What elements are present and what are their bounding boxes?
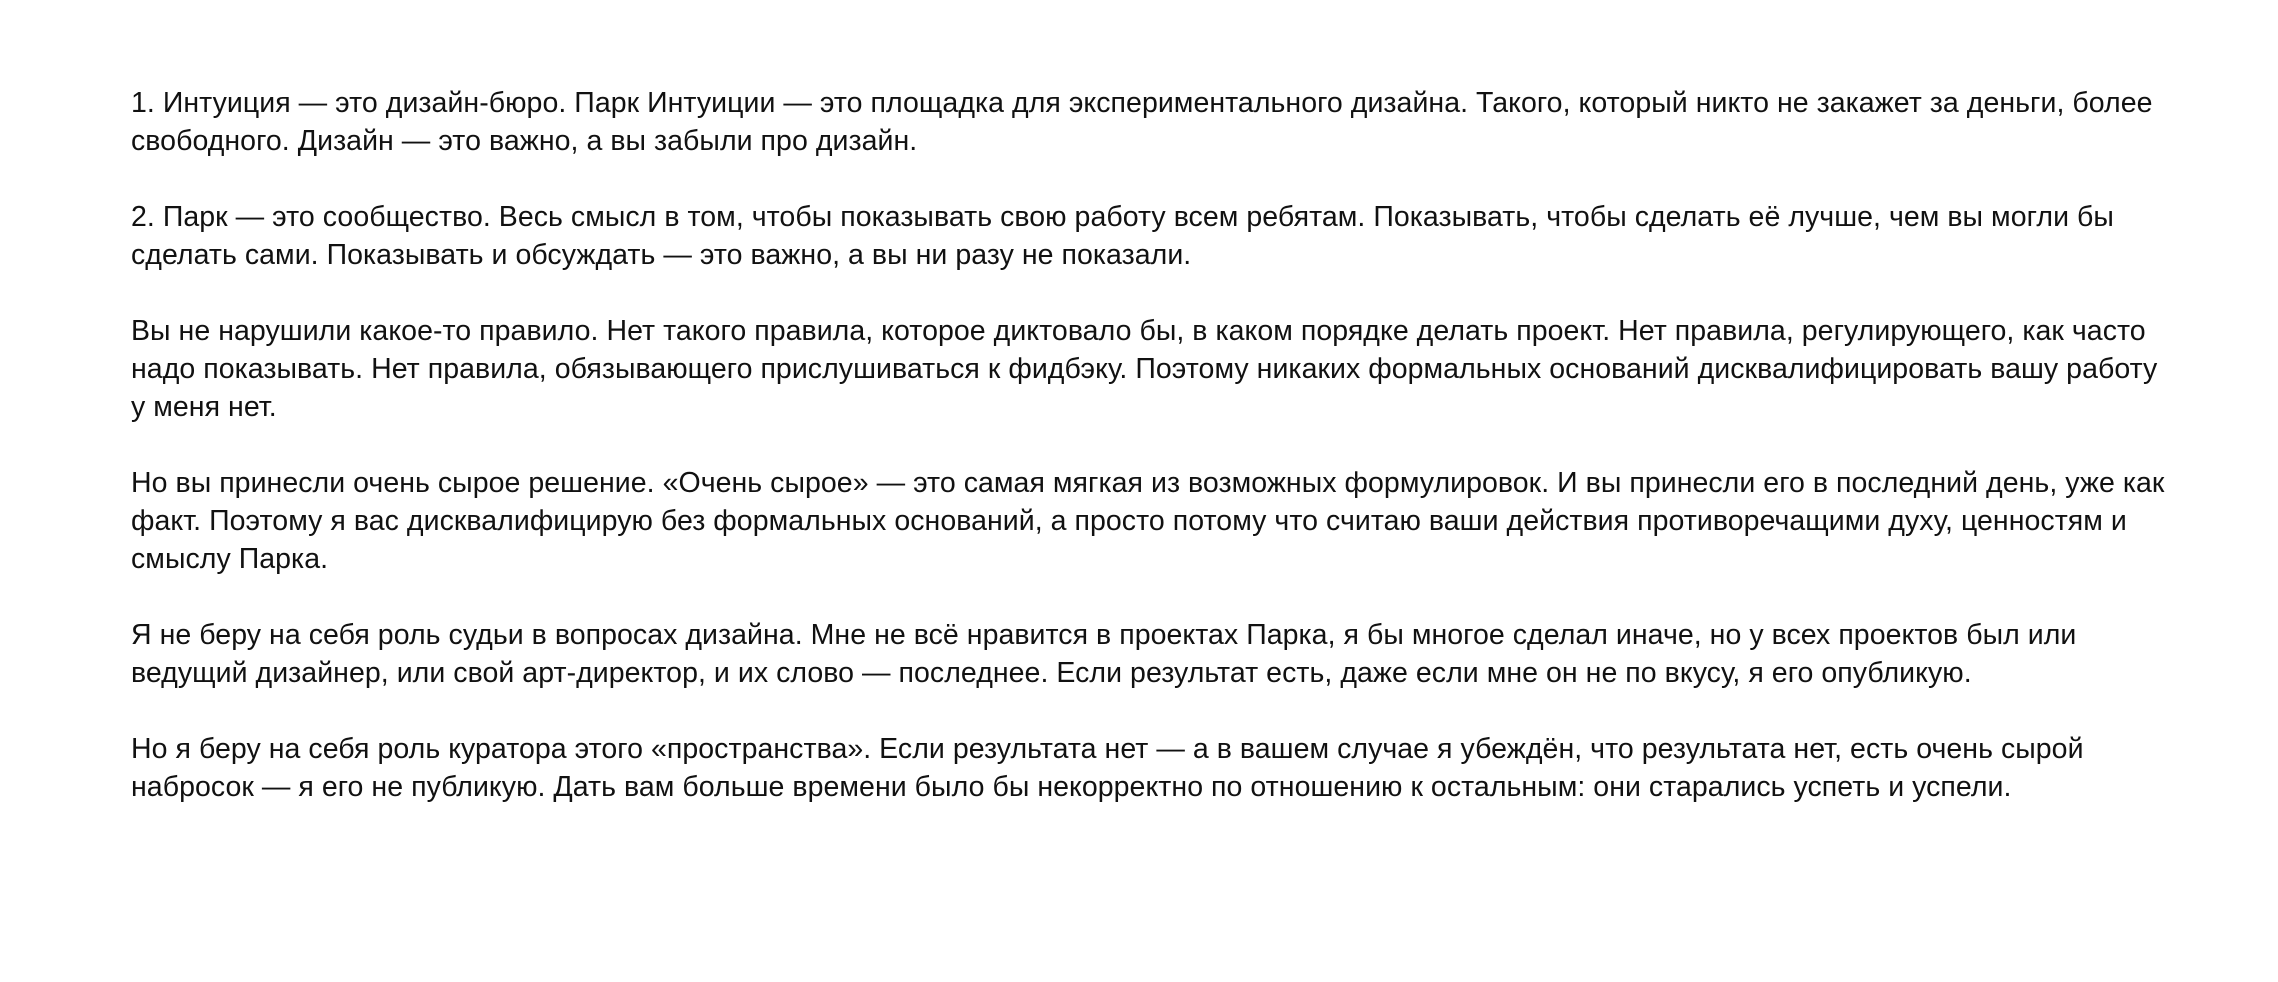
paragraph-curator-role: Но я беру на себя роль куратора этого «пространства». Если результата нет — а в вашем случае я убеждён, что результата нет, есть очень сырой набросок — я его не публикую. Дать вам больше времени было бы некорректно по отношению к остальным: они старались успеть и успели. xyxy=(131,733,2084,803)
paragraph-intuition-bureau: 1. Интуиция — это дизайн-бюро. Парк Интуиции — это площадка для экспериментального дизайна. Такого, который никто не закажет за деньги, более свободного. Дизайн — это важно, а вы забыли про дизайн. xyxy=(131,87,2153,157)
paragraph-disqualification: Но вы принесли очень сырое решение. «Очень сырое» — это самая мягкая из возможных формулировок. И вы принесли его в последний день, уже как факт. Поэтому я вас дисквалифицирую без формальных оснований, а просто потому что считаю ваши действия противоречащими духу, ценностям и смыслу Парка. xyxy=(131,467,2165,575)
paragraph-not-a-judge: Я не беру на себя роль судьи в вопросах дизайна. Мне не всё нравится в проектах Парка, я бы многое сделал иначе, но у всех проектов был или ведущий дизайнер, или свой арт-директор, и их слово — последнее. Если результат есть, даже если мне он не по вкусу, я его опубликую. xyxy=(131,619,2077,689)
article-body xyxy=(131,84,2171,844)
paragraph-no-rule-broken: Вы не нарушили какое-то правило. Нет такого правила, которое диктовало бы, в каком порядке делать проект. Нет правила, регулирующего, как часто надо показывать. Нет правила, обязывающего прислушиваться к фидбэку. Поэтому никаких формальных оснований дисквалифицировать вашу работу у меня нет. xyxy=(131,315,2158,423)
paragraph-park-community: 2. Парк — это сообщество. Весь смысл в том, чтобы показывать свою работу всем ребятам. Показывать, чтобы сделать её лучше, чем вы могли бы сделать сами. Показывать и обсуждать — это важно, а вы ни разу не показали. xyxy=(131,201,2114,271)
